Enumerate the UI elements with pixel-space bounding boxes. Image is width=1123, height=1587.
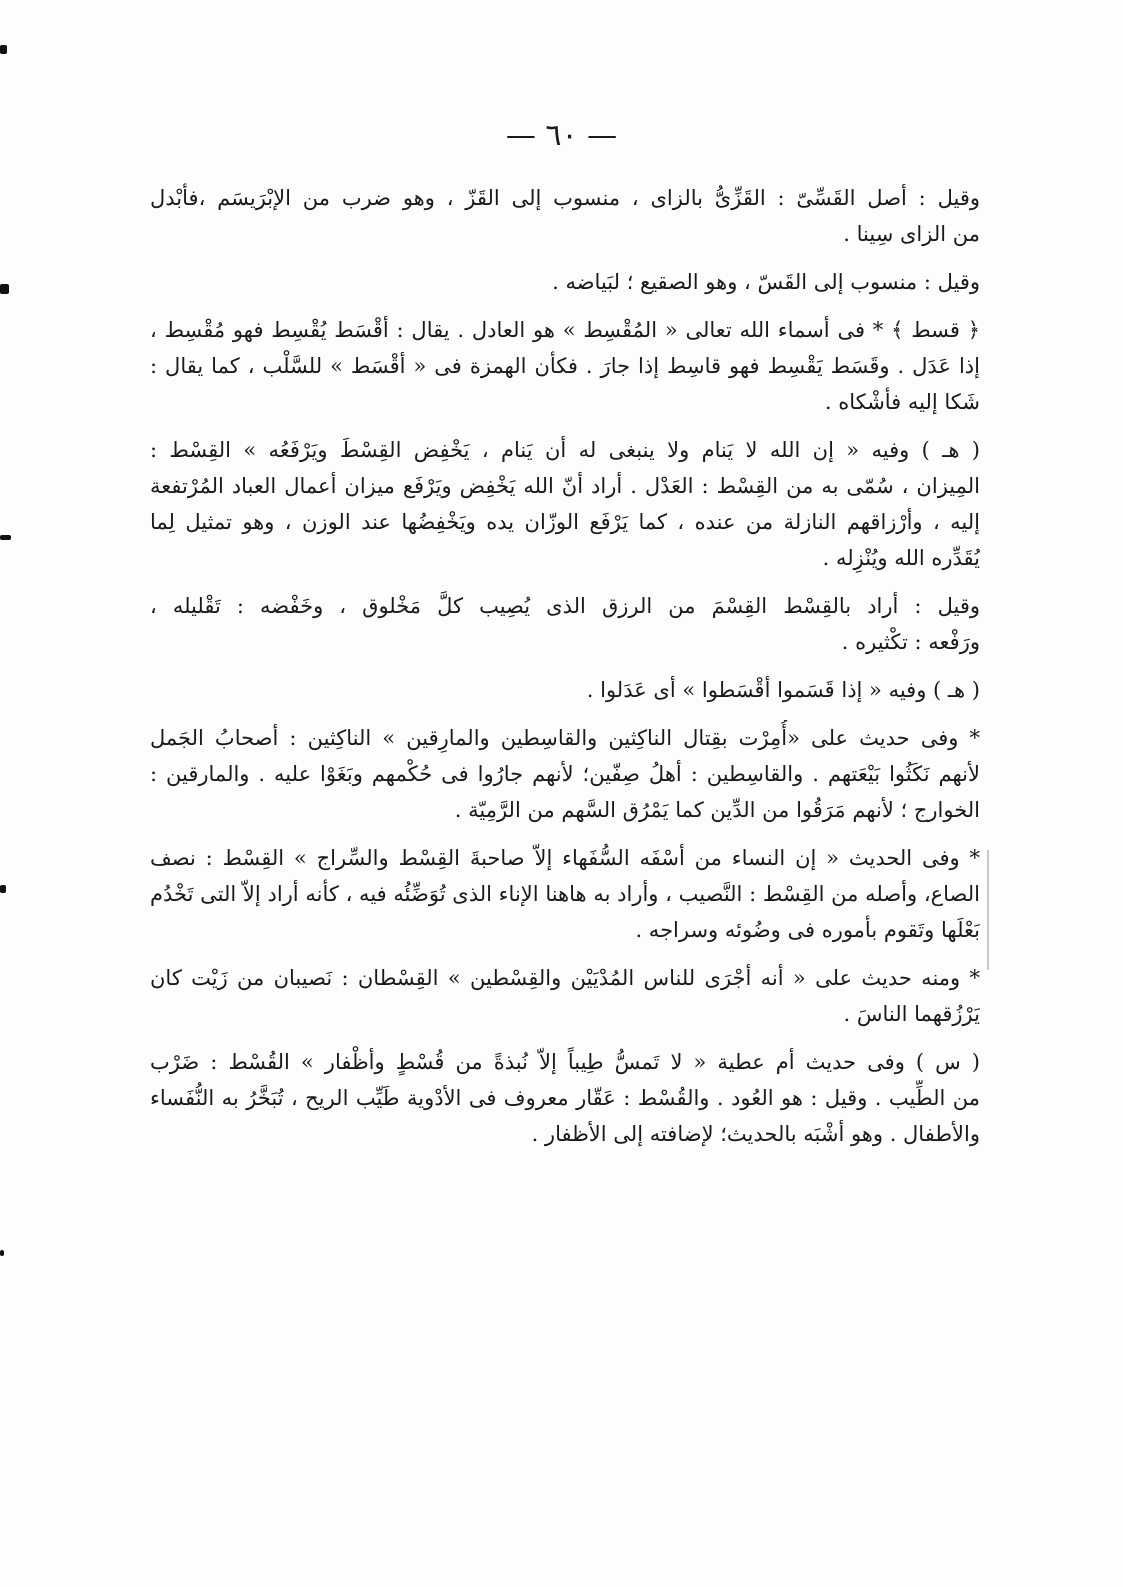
text-line: ( س ) وفى حديث أم عطية « لا تَمسُّ طِيباً إلاّ نُبذةً من قُسْطٍ وأظْفار » القُسْط : ضَرْب — [150, 1050, 980, 1074]
text-line: من الطِّيب . وقيل : هو العُود . والقُسْط : عَقّار معروف فى الأدْوية طَيِّب الريح ، تُبَخَّرُ به النُّفَساء — [150, 1086, 980, 1110]
paragraph — [150, 432, 980, 576]
scan-fold-line — [987, 850, 989, 970]
text-line: الخوارج ؛ لأنهم مَرَقُوا من الدِّين كما يَمْرُق السَّهم من الرَّمِيّة . — [454, 798, 980, 822]
paragraph-gap — [150, 948, 980, 960]
text-line: من الزاى سِينا . — [843, 222, 980, 246]
text-line: * وفى حديث على «أُمِرْت بقِتال الناكِثين والقاسِطين والمارِقين » الناكِثين : أصحابُ الجَمل — [150, 726, 980, 750]
text-line: شَكا إليه فأشْكاه . — [824, 390, 980, 414]
scan-edge-mark — [0, 885, 6, 893]
text-line: لأنهم نَكَثُوا بَيْعَتهم . والقاسِطين : أهلُ صِفّين؛ لأنهم جارُوا فى حُكْمهم وبَغَوْا عليه . والمارقين : — [150, 762, 980, 786]
text-line: يَرْزُقهما الناسَ . — [843, 1002, 980, 1026]
text-line: * ومنه حديث على « أنه أجْرَى للناس المُدْيَيْن والقِسْطين » القِسْطان : نَصيبان من زَيْت كان — [150, 966, 980, 990]
paragraph — [150, 672, 980, 708]
page-number: — ٦٠ — — [505, 118, 618, 153]
text-line: ﴿ قسط ﴾ * فى أسماء الله تعالى « المُقْسِط » هو العادل . يقال : أقْسَط يُقْسِط فهو مُقْسِط ، — [150, 318, 980, 342]
paragraph — [150, 588, 980, 660]
paragraph — [150, 960, 980, 1032]
paragraph-gap — [150, 300, 980, 312]
body-text — [150, 180, 980, 1152]
paragraph — [150, 180, 980, 252]
paragraph-gap — [150, 576, 980, 588]
paragraph — [150, 720, 980, 828]
text-line: إذا عَدَل . وقَسَط يَقْسِط فهو قاسِط إذا جارَ . فكأن الهمزة فى « أقْسَط » للسَّلْب ، كما يقال : — [150, 354, 980, 378]
text-line: وقيل : منسوب إلى القَسّ ، وهو الصقيع ؛ لبَياضه . — [552, 270, 980, 294]
scan-edge-mark — [0, 1250, 4, 1256]
paragraph — [150, 264, 980, 300]
text-line: الصاع، وأصله من القِسْط : النَّصيب ، وأراد به هاهنا الإناء الذى تُوَضِّئُه فيه ، كأنه أراد إلاّ التى تَخْدُم — [150, 882, 980, 906]
text-line: المِيزان ، سُمّى به من القِسْط : العَدْل . أراد أنّ الله يَخْفِض ويَرْفَع ميزان أعمال العباد المُرْتفعة — [150, 474, 980, 498]
paragraph-gap — [150, 1032, 980, 1044]
paragraph-gap — [150, 828, 980, 840]
paragraph — [150, 312, 980, 420]
paragraph-gap — [150, 252, 980, 264]
text-line: ورَفْعه : تكْثيره . — [841, 630, 980, 654]
paragraph-gap — [150, 420, 980, 432]
scan-edge-mark — [0, 284, 9, 294]
text-line: والأطفال . وهو أشْبَه بالحديث؛ لإضافته إلى الأظفار . — [531, 1122, 980, 1146]
text-line: * وفى الحديث « إن النساء من أسْفَه السُّفَهاء إلاّ صاحبةَ القِسْط والسِّراج » القِسْط : نصف — [150, 846, 980, 870]
scan-edge-mark — [0, 535, 11, 540]
paragraph-gap — [150, 708, 980, 720]
text-line: إليه ، وأرْزاقهم النازلة من عنده ، كما يَرْفَع الوزّان يده ويَخْفِضُها عند الوزن ، وهو تمثيل لِما — [150, 510, 980, 534]
text-line: يُقَدِّره الله ويُنْزِله . — [822, 546, 980, 570]
text-line: ( هـ ) وفيه « إذا قَسَموا أقْسَطوا » أى عَدَلوا . — [586, 678, 980, 702]
paragraph-gap — [150, 660, 980, 672]
paragraph — [150, 840, 980, 948]
text-line: وقيل : أصل القَسِّىّ : القَزِّىُّ بالزاى ، منسوب إلى القَزّ ، وهو ضرب من الإبْرَيسَم ،فأبْدل — [150, 186, 980, 210]
paragraph — [150, 1044, 980, 1152]
scan-edge-mark — [0, 45, 7, 54]
text-line: ( هـ ) وفيه « إن الله لا يَنام ولا ينبغى له أن يَنام ، يَخْفِض القِسْطَ ويَرْفَعُه » القِسْط : — [150, 438, 980, 462]
text-line: وقيل : أراد بالقِسْط القِسْمَ من الرزق الذى يُصِيب كلَّ مَخْلوق ، وخَفْضه : تَقْليله ، — [150, 594, 980, 618]
text-line: بَعْلَها وتَقوم بأموره فى وضُوئه وسراجه . — [635, 918, 980, 942]
